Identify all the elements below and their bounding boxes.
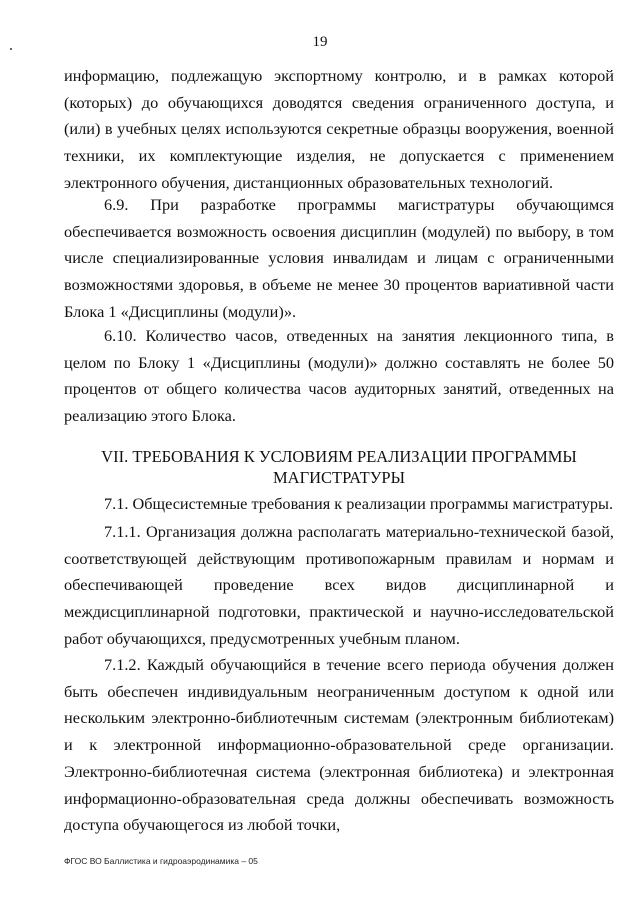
section-heading-line-1: VII. ТРЕБОВАНИЯ К УСЛОВИЯМ РЕАЛИЗАЦИИ ПРОГРАММЫ [101,447,577,466]
paragraph-continuation: информацию, подлежащую экспортному контролю, и в рамках которой (которых) до обучающихся доводятся сведения ограниченного доступа, и (или) в учебных целях используются секретные образцы вооружения, военной техники, их комплектующие изделия, не допускается с применением электронного обучения, дистанционных образовательных технологий. [64,66,614,192]
page-number: 19 [312,34,328,50]
paragraph-7-1: 7.1. Общесистемные требования к реализации программы магистратуры. [104,494,614,513]
paragraph-6-10: 6.10. Количество часов, отведенных на занятия лекционного типа, в целом по Блоку 1 «Дисциплины (модули)» должно составлять не более 50 процентов от общего количества часов аудиторных занятий, отведенных на реализацию этого Блока. [64,326,614,426]
section-heading-line-2: МАГИСТРАТУРЫ [273,468,405,487]
paragraph-6-9: 6.9. При разработке программы магистратуры обучающимся обеспечивается возможность освоения дисциплин (модулей) по выбору, в том числе специализированные условия инвалидам и лицам с ограниченными возможностями здоровья, в объеме не менее 30 процентов вариативной части Блока 1 «Дисциплины (модули)». [64,195,614,321]
paragraph-7-1-1: 7.1.1. Организация должна располагать материально-технической базой, соответствующей действующим противопожарным правилам и нормам и обеспечивающей проведение всех видов дисциплинарной и междисциплинарной подготовки, практической и научно-исследовательской работ обучающихся, предусмотренных учебным планом. [64,522,614,648]
paragraph-7-1-2: 7.1.2. Каждый обучающийся в течение всего периода обучения должен быть обеспечен индивидуальным неограниченным доступом к одной или нескольким электронно-библиотечным системам (электронным библиотекам) и к электронной информационно-образовательной среде организации. Электронно-библиотечная система (электронная библиотека) и электронная информационно-образовательная среда должны обеспечивать возможность доступа обучающегося из любой точки, [64,655,614,835]
section-heading-vii [64,446,614,488]
page-footer: ФГОС ВО Баллистика и гидроаэродинамика – 05 [64,856,258,866]
